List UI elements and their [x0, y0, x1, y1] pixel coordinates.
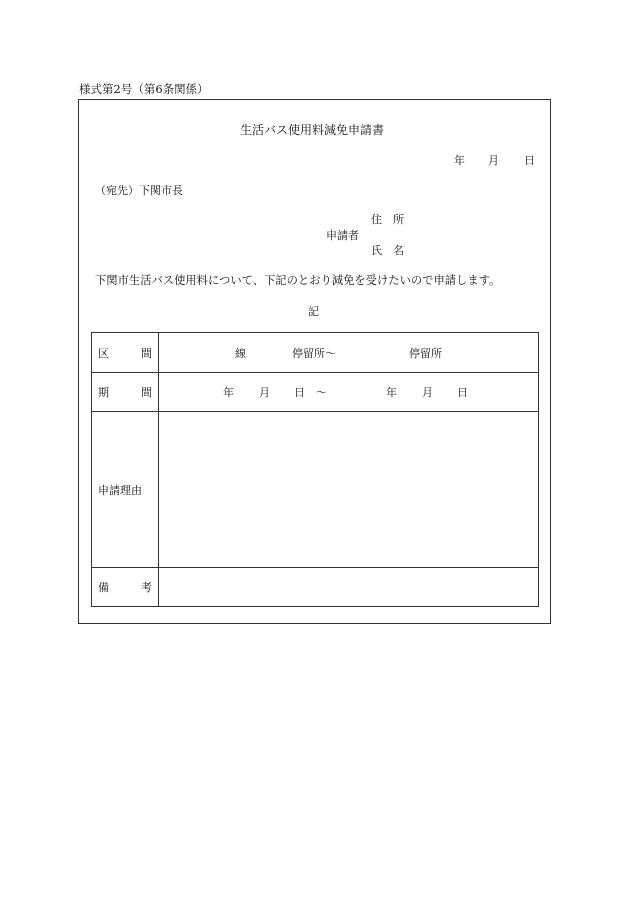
section-label-cell — [92, 333, 159, 373]
date-day-label: 日 — [524, 154, 535, 167]
reason-label-cell — [92, 412, 159, 568]
period-year1: 年 — [223, 386, 234, 399]
remarks-value-cell[interactable] — [159, 568, 539, 607]
date-month-label: 月 — [488, 154, 499, 167]
applicant-label: 申請者 — [326, 229, 359, 242]
address-label: 住 所 — [371, 213, 404, 226]
body-text: 下関市生活バス使用料について、下記のとおり減免を受けたいので申請します。 — [95, 274, 501, 287]
section-label-b: 間 — [141, 346, 152, 360]
period-label-b: 間 — [141, 386, 152, 399]
stop-from-label: 停留所～ — [292, 346, 336, 360]
period-tilde: ～ — [316, 386, 327, 399]
period-label-a: 期 — [98, 386, 109, 399]
form-number: 様式第2号（第6条関係） — [79, 82, 209, 96]
stop-to-label: 停留所 — [409, 346, 442, 360]
name-label: 氏 名 — [371, 244, 404, 257]
section-value-cell[interactable] — [159, 333, 539, 373]
reason-value-cell[interactable] — [159, 412, 539, 568]
reason-label: 申請理由 — [98, 483, 142, 497]
period-month2: 月 — [422, 386, 433, 399]
table-row-period — [92, 373, 539, 412]
period-day2: 日 — [457, 386, 468, 399]
period-year2: 年 — [386, 386, 397, 399]
date-year-label: 年 — [454, 154, 465, 167]
remarks-label-cell — [92, 568, 159, 607]
section-label-a: 区 — [98, 346, 109, 360]
period-month1: 月 — [259, 386, 270, 399]
line-label: 線 — [235, 346, 246, 360]
addressee: （宛先）下関市長 — [95, 184, 183, 197]
remarks-label-b: 考 — [141, 581, 152, 594]
details-table — [91, 332, 539, 607]
remarks-label-a: 備 — [98, 581, 109, 594]
form-title: 生活バス使用料減免申請書 — [240, 123, 385, 137]
table-row-reason — [92, 412, 539, 568]
table-row-remarks — [92, 568, 539, 607]
table-row-section — [92, 333, 539, 373]
period-label-cell — [92, 373, 159, 412]
period-value-cell[interactable] — [159, 373, 539, 412]
ki-mark: 記 — [308, 305, 319, 318]
period-day1: 日 — [294, 386, 305, 399]
